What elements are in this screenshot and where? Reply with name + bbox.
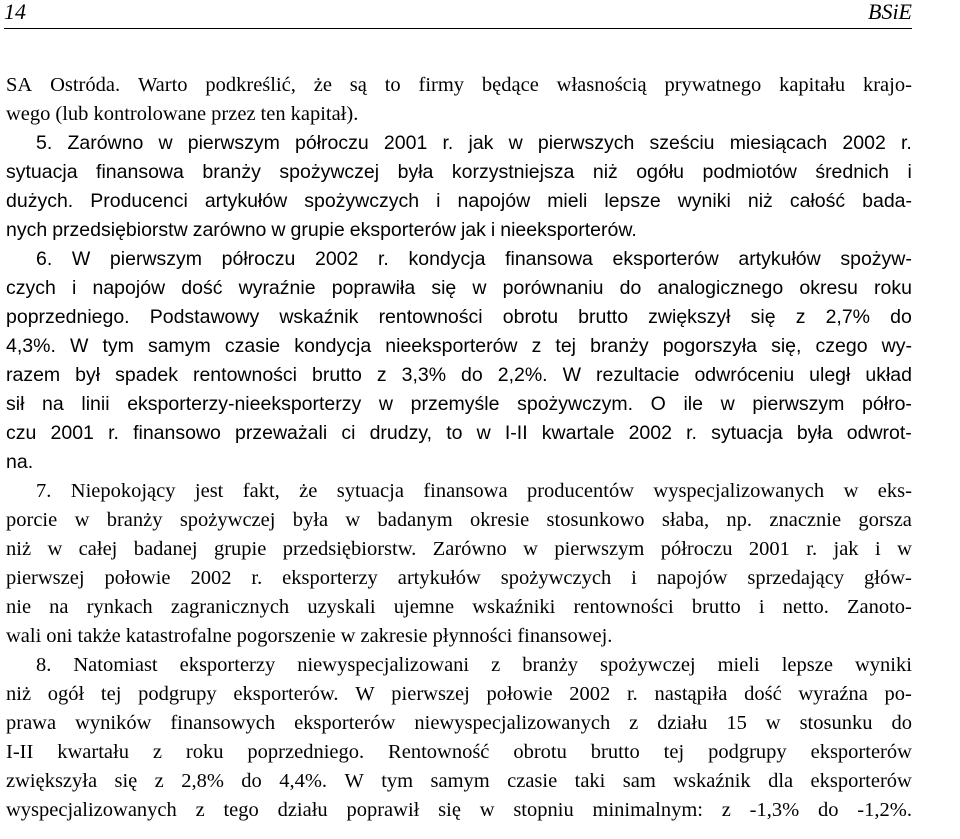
text-line: nych przedsiębiorstw zarówno w grupie eksporterów jak i nieeksporterów. xyxy=(6,219,637,241)
text-line: 8. Natomiast eksporterzy niewyspecjalizowani z branży spożywczej mieli lepsze wyniki xyxy=(36,654,912,676)
body-text xyxy=(6,71,912,825)
text-line: 4,3%. W tym samym czasie kondycja nieeksporterów z tej branży pogorszyła się, czego wy- xyxy=(6,335,912,357)
text-line: porcie w branży spożywczej była w badanym okresie stosunkowo słaba, np. znacznie gorsza xyxy=(6,509,912,531)
text-line: poprzedniego. Podstawowy wskaźnik rentowności obrotu brutto zwiększył się z 2,7% do xyxy=(6,306,912,328)
text-line: 7. Niepokojący jest fakt, że sytuacja finansowa producentów wyspecjalizowanych w eks- xyxy=(36,480,912,502)
text-line: nie na rynkach zagranicznych uzyskali ujemne wskaźniki rentowności brutto i netto. Zanoto- xyxy=(6,596,912,618)
text-line: wali oni także katastrofalne pogorszenie w zakresie płynności finansowej. xyxy=(6,625,613,647)
page-header xyxy=(4,0,912,26)
header-rule xyxy=(4,28,912,29)
text-line: 6. W pierwszym półroczu 2002 r. kondycja finansowa eksporterów artykułów spożyw- xyxy=(36,248,912,270)
text-line: na. xyxy=(6,451,34,473)
text-line: czych i napojów dość wyraźnie poprawiła się w porównaniu do analogicznego okresu roku xyxy=(6,277,912,299)
text-line: prawa wyników finansowych eksporterów niewyspecjalizowanych z działu 15 w stosunku do xyxy=(6,712,912,734)
text-line: sytuacja finansowa branży spożywczej była korzystniejsza niż ogółu podmiotów średnich i xyxy=(6,161,912,183)
text-line: SA Ostróda. Warto podkreślić, że są to firmy będące własnością prywatnego kapitału krajo- xyxy=(6,74,912,96)
text-line: zwiększyła się z 2,8% do 4,4%. W tym samym czasie taki sam wskaźnik dla eksporterów xyxy=(6,770,912,792)
text-line: czu 2001 r. finansowo przeważali ci drudzy, to w I-II kwartale 2002 r. sytuacja była odwrot- xyxy=(6,422,912,444)
text-line: wyspecjalizowanych z tego działu poprawił się w stopniu minimalnym: z -1,3% do -1,2%. xyxy=(6,799,912,821)
journal-name: BSiE xyxy=(868,0,912,24)
text-line: pierwszej połowie 2002 r. eksporterzy artykułów spożywczych i napojów sprzedający głów- xyxy=(6,567,912,589)
text-line: I-II kwartału z roku poprzedniego. Rentowność obrotu brutto tej podgrupy eksporterów xyxy=(6,741,912,763)
text-line: sił na linii eksporterzy-nieeksporterzy w przemyśle spożywczym. O ile w pierwszym półro- xyxy=(6,393,912,415)
text-line: niż ogół tej podgrupy eksporterów. W pierwszej połowie 2002 r. nastąpiła dość wyraźna po- xyxy=(6,683,912,705)
text-line: wego (lub kontrolowane przez ten kapitał). xyxy=(6,103,359,125)
text-line: 5. Zarówno w pierwszym półroczu 2001 r. jak w pierwszych sześciu miesiącach 2002 r. xyxy=(36,132,912,154)
text-line: razem był spadek rentowności brutto z 3,3% do 2,2%. W rezultacie odwróceniu uległ układ xyxy=(6,364,912,386)
text-line: niż w całej badanej grupie przedsiębiorstw. Zarówno w pierwszym półroczu 2001 r. jak i w xyxy=(6,538,912,560)
text-line: dużych. Producenci artykułów spożywczych i napojów mieli lepsze wyniki niż całość bada- xyxy=(6,190,912,212)
page-number: 14 xyxy=(4,0,26,24)
